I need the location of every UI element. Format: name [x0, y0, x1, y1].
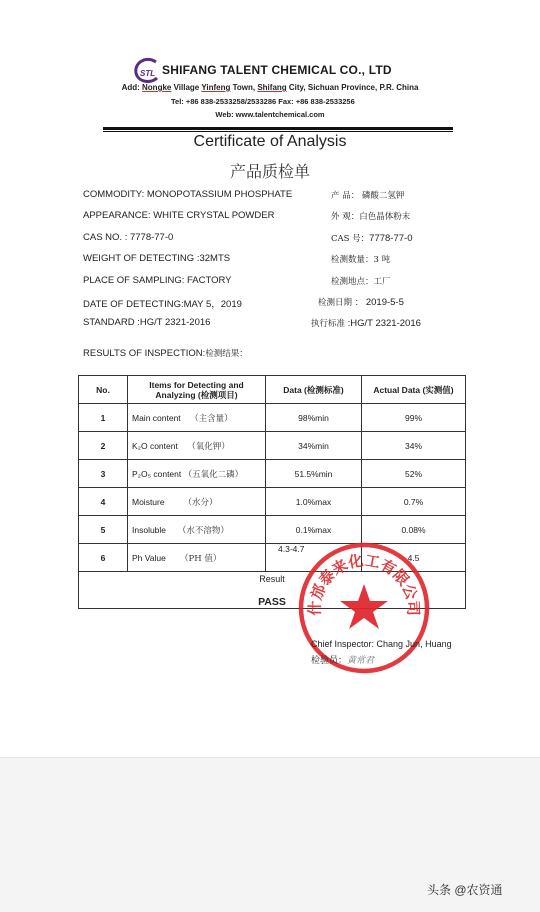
field-appearance: APPEARANCE: WHITE CRYSTAL POWDER: [83, 210, 275, 221]
header-rule-thin: [103, 131, 453, 132]
field-date-cn: 检测日期 ： 2019-5-5: [318, 297, 404, 308]
chief-inspector: Chief Inspector: Chang Jun, Huang: [311, 639, 452, 649]
field-cas-cn: CAS 号：7778-77-0: [331, 233, 413, 244]
company-name: SHIFANG TALENT CHEMICAL CO., LTD: [162, 63, 392, 77]
table-row: 4 Moisture （水分） 1.0%max 0.7%: [79, 488, 466, 516]
field-weight-cn: 检测数量：3 吨: [331, 255, 391, 265]
field-standard: STANDARD :HG/T 2321-2016: [83, 317, 211, 328]
document-subtitle-cn: 产品质检单: [229, 162, 310, 181]
header-data: Data (检测标准): [266, 376, 362, 404]
company-website: Web: www.talentchemical.com: [215, 110, 325, 119]
field-standard-cn: 执行标准 :HG/T 2321-2016: [311, 318, 421, 329]
header-rule-thick: [103, 127, 453, 130]
company-address: Add: Nongke Village Yinfeng Town, Shifang City, Sichuan Province, P.R. China: [121, 83, 419, 92]
result-value: PASS: [258, 596, 286, 608]
table-header-row: [79, 376, 466, 404]
header-no: No.: [79, 376, 128, 404]
field-date: DATE OF DETECTING:MAY 5，2019: [83, 299, 242, 310]
field-place: PLACE OF SAMPLING: FACTORY: [83, 275, 232, 286]
company-phone-fax: Tel: +86 838-2533258/2533286 Fax: +86 838-2533256: [171, 97, 355, 106]
header-items: Items for Detecting and Analyzing (检测项目): [128, 376, 266, 404]
company-logo-icon: [132, 57, 162, 85]
source-watermark: 头条 @农资通: [427, 883, 503, 897]
result-label: Result: [259, 574, 285, 584]
document-title: Certificate of Analysis: [193, 133, 347, 150]
table-row: 2 K₂O content （氧化钾） 34%min 34%: [79, 432, 466, 460]
table-row: 6 Ph Value （PH 值） 4.5: [79, 544, 466, 572]
svg-text:什邡泰来化工有限公司: 什邡泰来化工有限公司: [305, 551, 423, 617]
field-commodity-cn: 产 品： 磷酸二氢钾: [331, 191, 405, 201]
table-row: 5 Insoluble （水不溶物） 0.1%max 0.08%: [79, 516, 466, 544]
svg-text:STL: STL: [140, 69, 156, 78]
table-row: 3 P₂O₅ content （五氧化二磷） 51.5%min 52%: [79, 460, 466, 488]
inspector-cn: 检验员：黄常君: [311, 656, 375, 666]
header-actual: Actual Data (实测值): [362, 376, 466, 404]
field-commodity: COMMODITY: MONOPOTASSIUM PHOSPHATE: [83, 189, 293, 200]
field-cas: CAS NO. : 7778-77-0: [83, 232, 174, 243]
ph-standard-value: 4.3-4.7: [278, 544, 305, 554]
field-place-cn: 检测地点：工厂: [331, 277, 391, 287]
results-label: RESULTS OF INSPECTION:检测结果：: [83, 348, 248, 359]
field-weight: WEIGHT OF DETECTING :32MTS: [83, 253, 231, 264]
field-appearance-cn: 外 观：白色晶体粉末: [331, 212, 411, 222]
table-row: 1 Main content （主含量） 98%min 99%: [79, 404, 466, 432]
